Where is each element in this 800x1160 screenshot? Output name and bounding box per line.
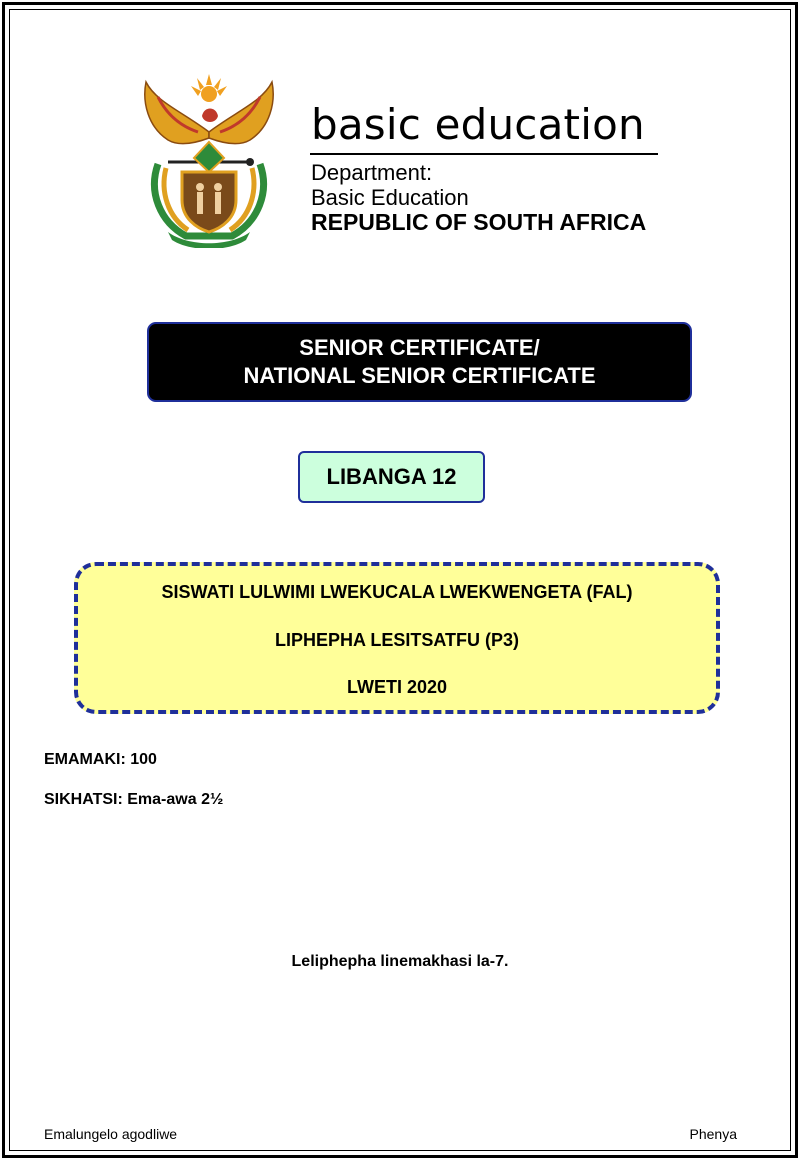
time-label: SIKHATSI: Ema-awa 2½ [44, 791, 224, 808]
subject-panel [74, 562, 720, 714]
page-count-note: Leliphepha linemakhasi la-7. [291, 953, 509, 970]
marks-label: EMAMAKI: 100 [44, 751, 157, 768]
certificate-line-2: NATIONAL SENIOR CERTIFICATE [243, 363, 596, 388]
exam-session: LWETI 2020 [346, 677, 448, 697]
turn-over-note: Phenya [689, 1126, 737, 1142]
copyright-notice: Emalungelo agodliwe [44, 1126, 178, 1142]
brand-title: basic education [311, 100, 645, 149]
certificate-banner [147, 322, 692, 402]
certificate-line-1: SENIOR CERTIFICATE/ [299, 335, 540, 360]
country-name: REPUBLIC OF SOUTH AFRICA [311, 209, 647, 235]
department-label: Department: [311, 160, 433, 185]
brand-divider [310, 153, 658, 155]
department-name: Basic Education [311, 185, 469, 210]
coat-of-arms-icon [138, 72, 280, 248]
paper-number: LIPHEPHA LESITSATFU (P3) [274, 630, 519, 650]
grade-label: LIBANGA 12 [298, 451, 485, 503]
subject-title: SISWATI LULWIMI LWEKUCALA LWEKWENGETA (FAL) [161, 582, 633, 602]
